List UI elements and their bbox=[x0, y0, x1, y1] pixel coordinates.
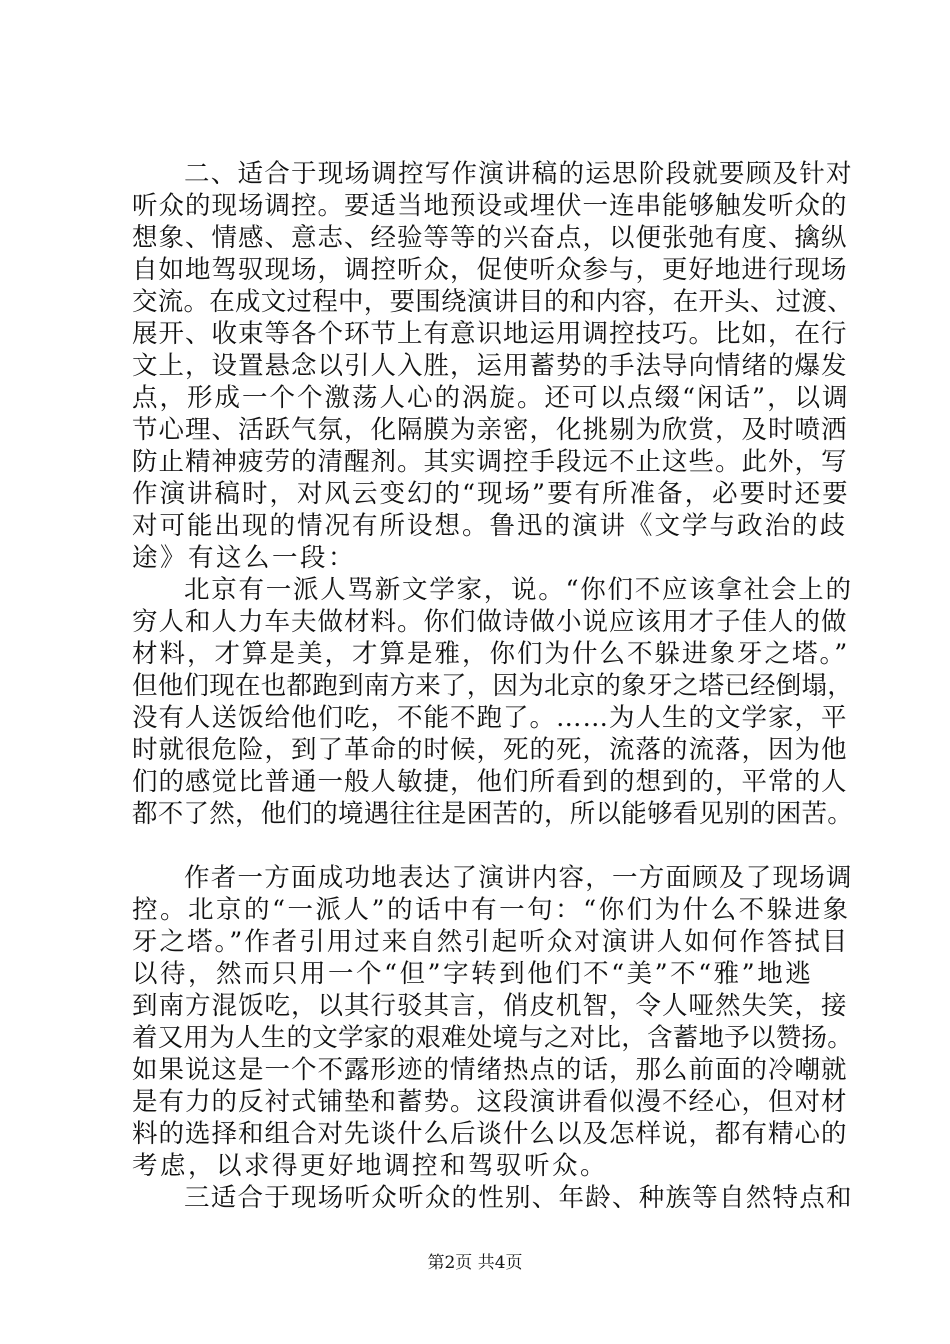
text-line: 途》有这么一段： bbox=[132, 543, 357, 573]
text-line: 听众的现场调控。要适当地预设或埋伏一连串能够触发听众的 bbox=[132, 191, 848, 221]
paragraph bbox=[132, 158, 852, 574]
text-line: 防止精神疲劳的清醒剂。其实调控手段远不止这些。此外，写 bbox=[132, 447, 848, 477]
text-line: 北京有一派人骂新文学家，说。“你们不应该拿社会上的 bbox=[184, 575, 853, 605]
text-line: 穷人和人力车夫做材料。你们做诗做小说应该用才子佳人的做 bbox=[132, 607, 848, 637]
text-line: 到南方混饭吃，以其行驳其言，俏皮机智，令人哑然失笑，接 bbox=[132, 991, 848, 1021]
text-line: 三适合于现场听众听众的性别、年龄、种族等自然特点和 bbox=[184, 1183, 853, 1213]
text-line: 都不了然，他们的境遇往往是困苦的，所以能够看见别的困苦。 bbox=[132, 799, 854, 829]
text-line: 材料，才算是美，才算是雅，你们为什么不躲进象牙之塔。” bbox=[132, 639, 850, 669]
text-line: 对可能出现的情况有所设想。鲁迅的演讲《文学与政治的歧 bbox=[132, 511, 848, 541]
text-line: 点，形成一个个激荡人心的涡旋。还可以点缀“闲话”，以调 bbox=[132, 383, 850, 413]
text-line: 自如地驾驭现场，调控听众，促使听众参与，更好地进行现场 bbox=[132, 255, 848, 285]
text-line: 作者一方面成功地表达了演讲内容，一方面顾及了现场调 bbox=[184, 863, 853, 893]
text-line: 着又用为人生的文学家的艰难处境与之对比，含蓄地予以赞扬。 bbox=[132, 1023, 854, 1053]
text-line: 考虑，以求得更好地调控和驾驭听众。 bbox=[132, 1151, 609, 1181]
document-body bbox=[132, 158, 852, 1214]
text-line: 料的选择和组合对先谈什么后谈什么以及怎样说，都有精心的 bbox=[132, 1119, 848, 1149]
text-line: 文上，设置悬念以引人入胜，运用蓄势的手法导向情绪的爆发 bbox=[132, 351, 848, 381]
text-line: 以待，然而只用一个“但”字转到他们不“美”不“雅”地逃 bbox=[132, 959, 814, 989]
text-line: 没有人送饭给他们吃，不能不跑了。……为人生的文学家，平 bbox=[132, 703, 848, 733]
text-line: 控。北京的“一派人”的话中有一句：“你们为什么不躲进象 bbox=[132, 895, 851, 925]
text-line: 如果说这是一个不露形迹的情绪热点的话，那么前面的冷嘲就 bbox=[132, 1055, 848, 1085]
paragraph bbox=[132, 862, 852, 1182]
text-line: 想象、情感、意志、经验等等的兴奋点，以便张弛有度、擒纵 bbox=[132, 223, 848, 253]
quotation-paragraph bbox=[132, 574, 852, 830]
text-line: 二、适合于现场调控写作演讲稿的运思阶段就要顾及针对 bbox=[184, 159, 853, 189]
text-line: 但他们现在也都跑到南方来了，因为北京的象牙之塔已经倒塌， bbox=[132, 671, 854, 701]
page-footer bbox=[0, 1248, 950, 1273]
text-line: 作演讲稿时，对风云变幻的“现场”要有所准备，必要时还要 bbox=[132, 479, 850, 509]
text-line: 展开、收束等各个环节上有意识地运用调控技巧。比如，在行 bbox=[132, 319, 848, 349]
paragraph bbox=[132, 1182, 852, 1214]
text-line: 是有力的反衬式铺垫和蓄势。这段演讲看似漫不经心，但对材 bbox=[132, 1087, 848, 1117]
text-line: 时就很危险，到了革命的时候，死的死，流落的流落，因为他 bbox=[132, 735, 848, 765]
text-line: 牙之塔。”作者引用过来自然引起听众对演讲人如何作答拭目 bbox=[132, 927, 850, 957]
text-line: 节心理、活跃气氛，化隔膜为亲密，化挑剔为欣赏，及时喷洒 bbox=[132, 415, 848, 445]
text-line: 交流。在成文过程中，要围绕演讲目的和内容，在开头、过渡、 bbox=[132, 287, 854, 317]
page-number: 第2页 共4页 bbox=[427, 1253, 523, 1273]
paragraph-spacer bbox=[132, 830, 852, 862]
text-line: 们的感觉比普通一般人敏捷，他们所看到的想到的，平常的人 bbox=[132, 767, 848, 797]
